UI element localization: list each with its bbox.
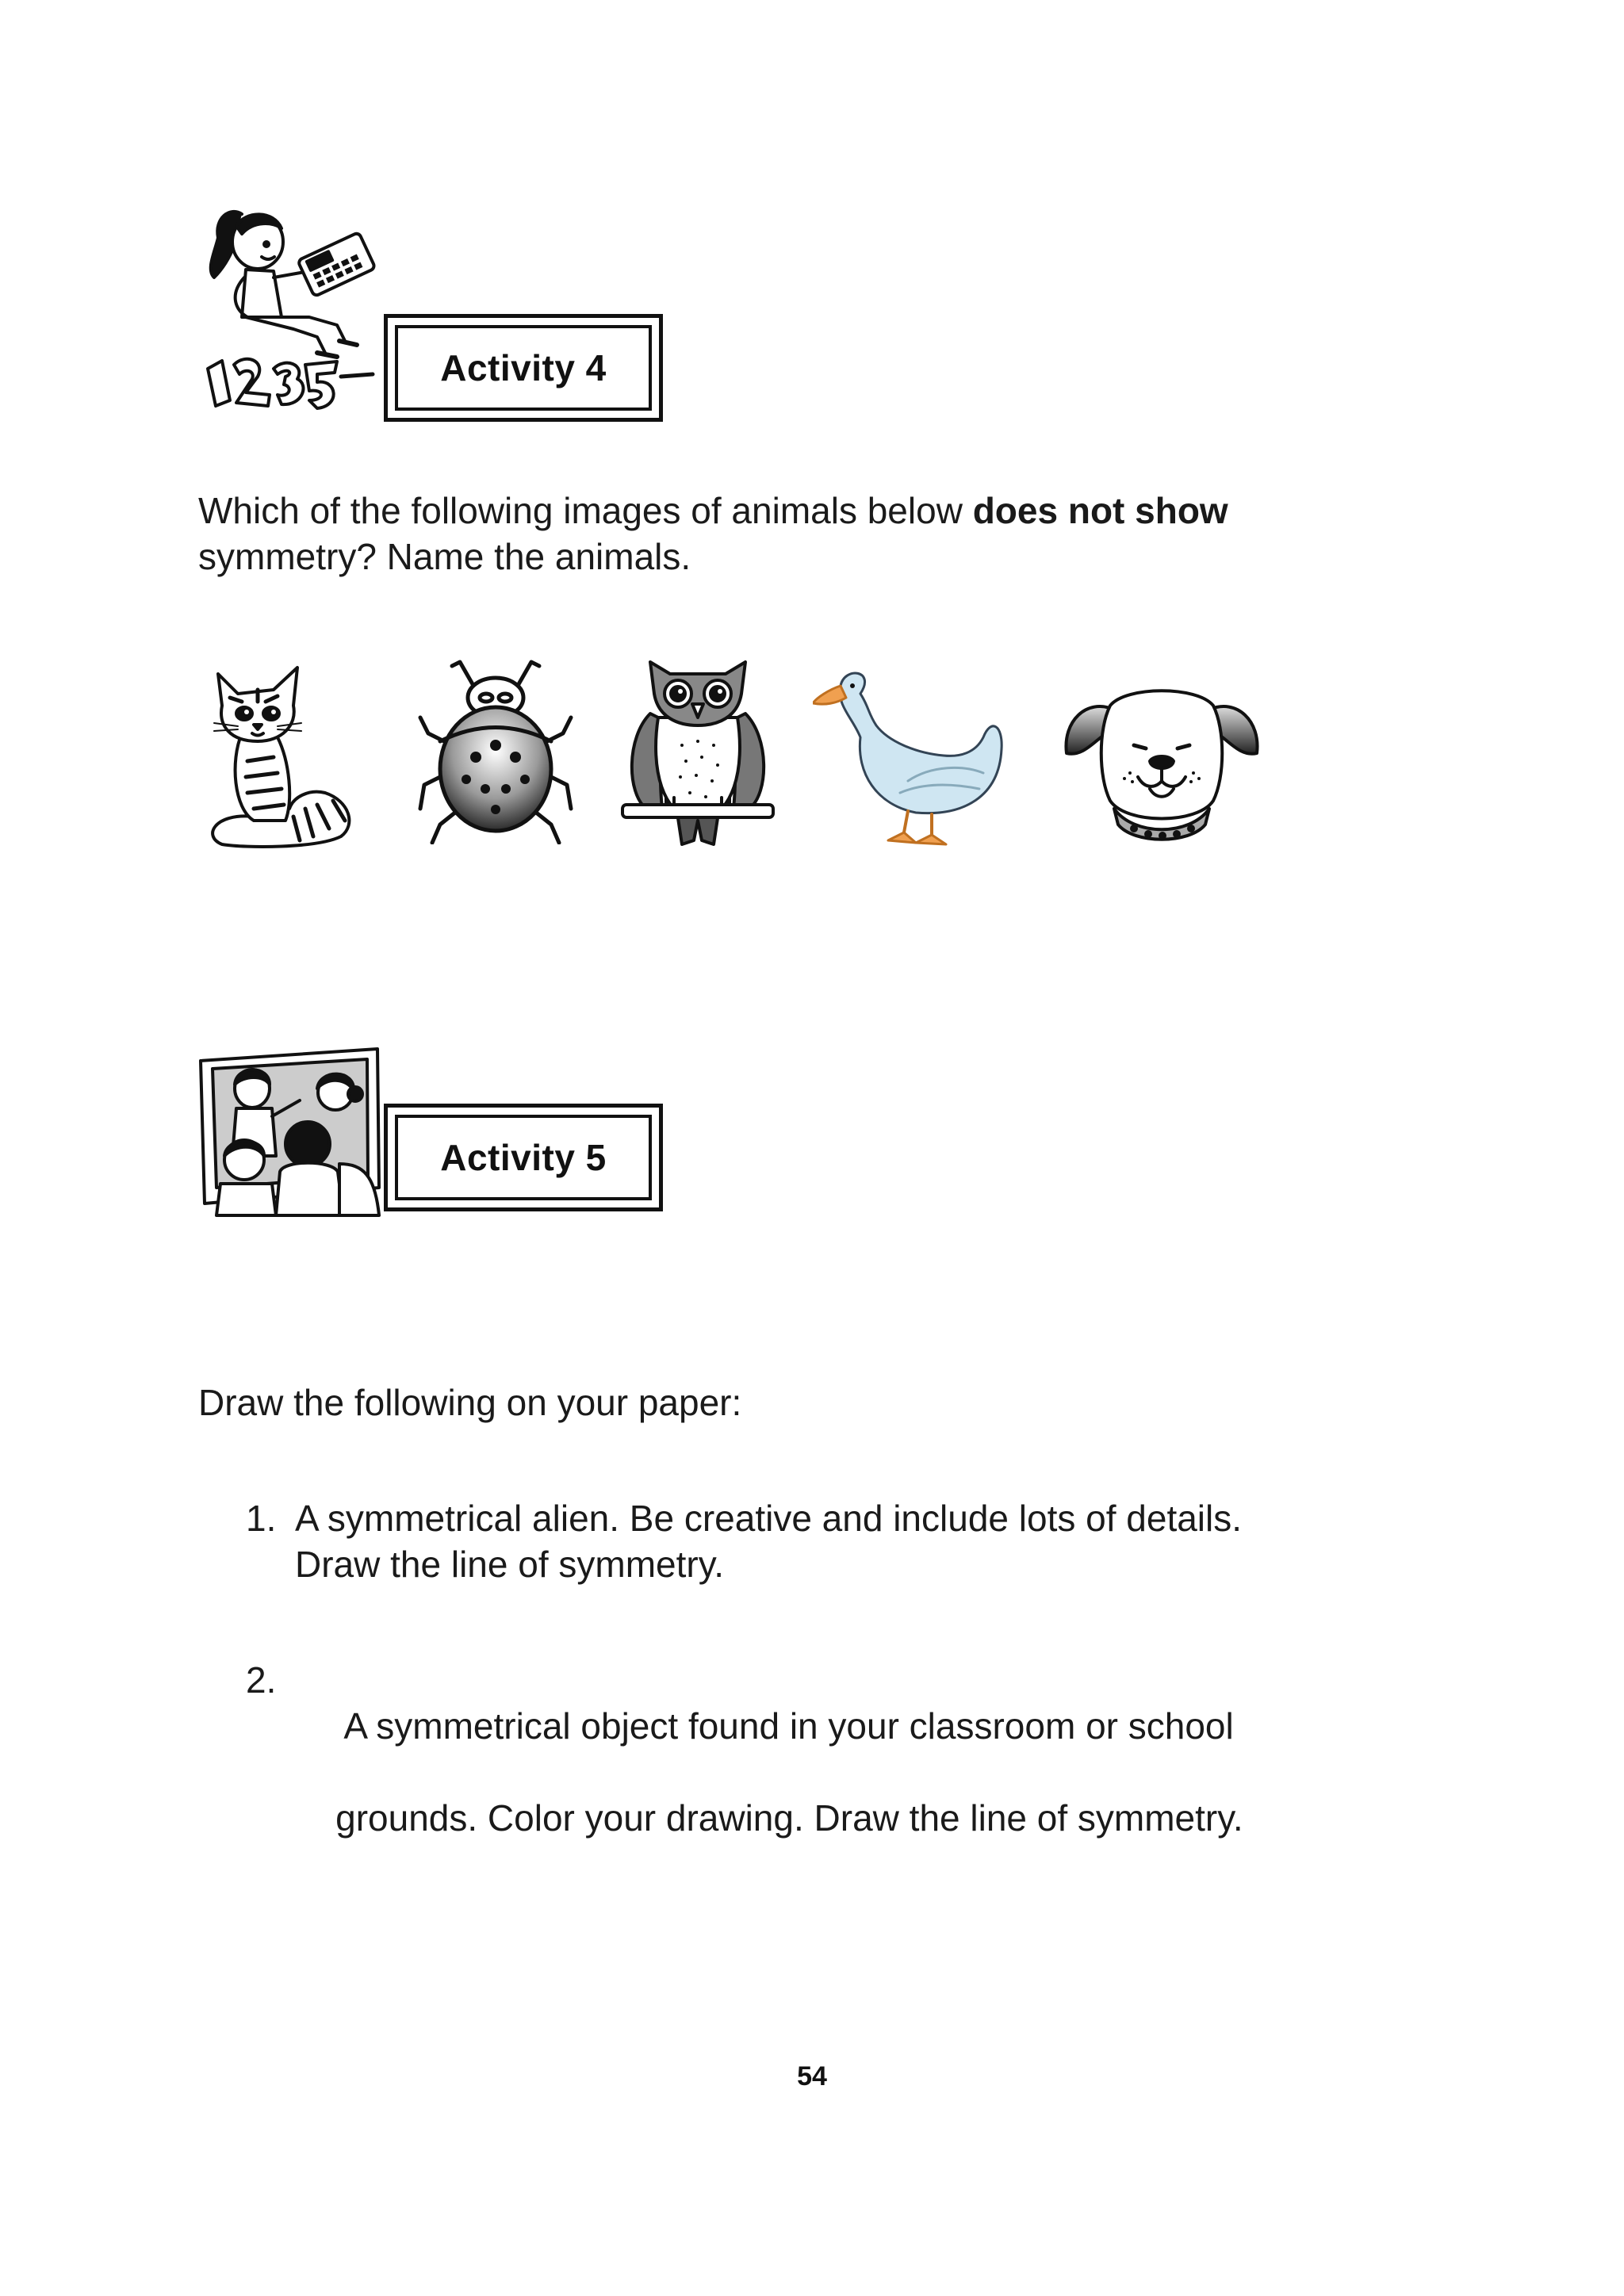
page-number: 54 xyxy=(797,2061,827,2091)
question-emphasis: does not show xyxy=(972,490,1228,531)
activity-5-title: Activity 5 xyxy=(440,1137,607,1178)
activity-5-instruction: Draw the following on your paper: xyxy=(198,1382,742,1423)
list-item-number: 2. xyxy=(246,1659,277,1701)
dog-icon xyxy=(1063,682,1261,848)
list-item xyxy=(246,1495,1546,1590)
ladybug-icon xyxy=(412,654,579,844)
question-text-2: symmetry? Name the animals. xyxy=(198,536,691,577)
classroom-children-icon xyxy=(197,1045,387,1219)
activity-4-question xyxy=(198,488,1435,580)
list-item-text: A symmetrical object found in your classroom or school xyxy=(335,1705,1234,1747)
owl-icon xyxy=(619,650,777,848)
activity-5-title-box xyxy=(384,1104,663,1211)
list-item-text: Draw the line of symmetry. xyxy=(295,1544,725,1585)
duck-icon xyxy=(813,662,1011,848)
cat-icon xyxy=(198,658,357,848)
activity-4-title-box xyxy=(384,314,663,422)
list-item xyxy=(246,1657,1546,1839)
list-item-text: grounds. Color your drawing. Draw the line of symmetry. xyxy=(335,1797,1243,1839)
list-item-number: 1. xyxy=(246,1498,277,1539)
activity-4-title: Activity 4 xyxy=(440,347,607,388)
girl-calculator-icon xyxy=(198,198,389,420)
question-text-1: Which of the following images of animals below xyxy=(198,490,973,531)
list-item-text: A symmetrical alien. Be creative and include lots of details. xyxy=(295,1498,1243,1539)
